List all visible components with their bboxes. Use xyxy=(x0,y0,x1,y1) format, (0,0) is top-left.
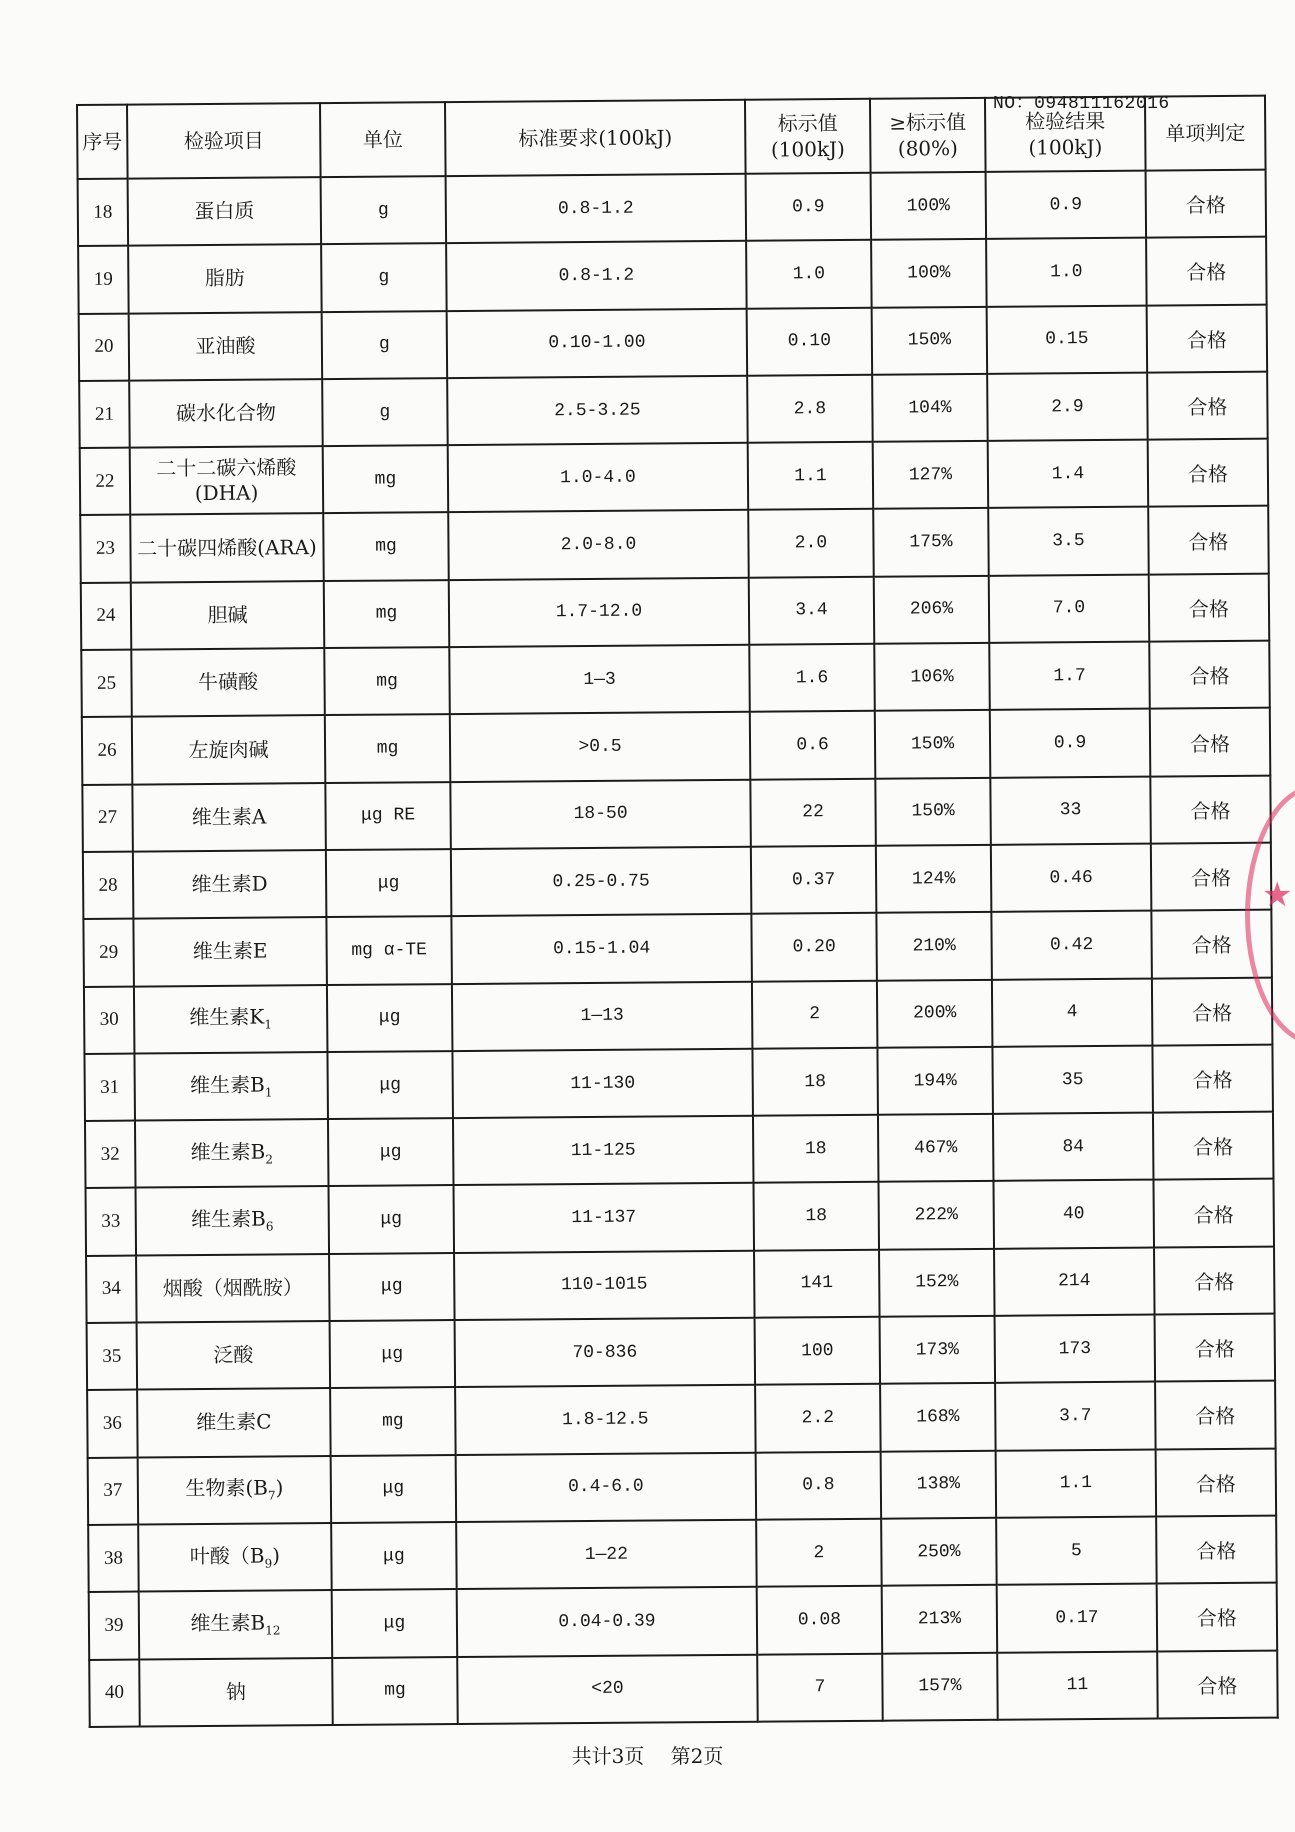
row-item-name: 二十二碳六烯酸 xyxy=(156,455,297,481)
row-percent: 213% xyxy=(882,1585,998,1653)
row-percent: 138% xyxy=(881,1450,997,1518)
row-index: 35 xyxy=(87,1323,138,1391)
table-row xyxy=(83,843,1271,920)
row-result: 0.9 xyxy=(986,171,1147,240)
row-item-subscript: 12 xyxy=(265,1623,281,1638)
row-percent: 100% xyxy=(871,239,987,307)
header-labeled-line1: 标示值 xyxy=(777,111,838,136)
table-row xyxy=(84,977,1272,1054)
row-verdict: 合格 xyxy=(1153,1179,1274,1247)
row-result: 0.46 xyxy=(991,844,1152,913)
header-percent-line2: (80%) xyxy=(897,136,958,161)
row-verdict: 合格 xyxy=(1147,304,1268,372)
row-index: 38 xyxy=(88,1524,139,1592)
row-item xyxy=(132,783,326,852)
row-item-name: 维生素B xyxy=(190,1610,266,1636)
report-number: NO：094811162016 xyxy=(993,94,1170,114)
row-item xyxy=(138,1523,332,1592)
row-percent: 194% xyxy=(877,1047,993,1115)
header-item: 检验项目 xyxy=(127,103,321,179)
row-item-name: 维生素D xyxy=(191,871,268,897)
row-labeled-value: 0.08 xyxy=(757,1586,883,1654)
table-row xyxy=(81,573,1269,650)
footer-current-page: 第2页 xyxy=(670,1744,724,1768)
row-unit: mg xyxy=(325,714,451,782)
row-percent: 150% xyxy=(872,306,988,374)
row-item-name: 钠 xyxy=(225,1679,247,1704)
row-item xyxy=(135,1119,329,1188)
row-standard: 110-1015 xyxy=(454,1250,755,1320)
row-unit: μg xyxy=(332,1589,458,1657)
row-standard: 1.0-4.0 xyxy=(448,443,749,513)
row-unit: μg xyxy=(329,1186,455,1254)
row-index: 30 xyxy=(84,986,135,1054)
table-row xyxy=(79,304,1267,381)
table-row xyxy=(86,1179,1274,1256)
row-labeled-value: 0.8 xyxy=(756,1451,882,1519)
row-index: 25 xyxy=(81,650,132,718)
row-labeled-value: 22 xyxy=(750,778,876,846)
row-standard: 11-130 xyxy=(452,1049,753,1119)
row-standard: >0.5 xyxy=(450,712,751,782)
row-standard: 0.8-1.2 xyxy=(446,174,747,244)
row-verdict: 合格 xyxy=(1150,708,1271,776)
row-percent: 210% xyxy=(876,912,992,980)
row-item-name: 维生素B xyxy=(189,1072,265,1097)
row-verdict: 合格 xyxy=(1149,641,1270,709)
header-percent xyxy=(870,98,986,173)
row-item-name: 二十碳四烯酸(ARA) xyxy=(137,534,317,561)
row-index: 32 xyxy=(85,1121,136,1189)
row-result: 33 xyxy=(990,776,1151,845)
header-result-line1: 检验结果 xyxy=(1025,108,1106,134)
row-item-name: 维生素B xyxy=(190,1139,266,1164)
row-index: 26 xyxy=(82,717,133,785)
row-item-name: 维生素K xyxy=(189,1004,265,1030)
table-body xyxy=(78,170,1278,1727)
row-unit: μg xyxy=(331,1455,457,1523)
table-row xyxy=(82,775,1270,852)
table-header-row xyxy=(77,96,1266,179)
row-result: 11 xyxy=(997,1651,1158,1720)
row-index: 28 xyxy=(83,852,134,920)
row-result: 1.4 xyxy=(988,440,1149,509)
row-unit: mg xyxy=(332,1657,458,1725)
row-verdict: 合格 xyxy=(1150,775,1271,843)
row-unit: mg xyxy=(323,513,449,581)
row-unit: g xyxy=(321,243,447,311)
row-verdict: 合格 xyxy=(1151,910,1272,978)
table-row xyxy=(83,910,1271,987)
table-row xyxy=(86,1246,1274,1323)
row-item-name: 牛磺酸 xyxy=(197,669,259,695)
row-percent: 250% xyxy=(881,1518,997,1586)
row-item-name: 生物素(B xyxy=(185,1475,268,1501)
row-standard: 70-836 xyxy=(455,1318,756,1388)
row-labeled-value: 7 xyxy=(757,1653,883,1721)
row-index: 23 xyxy=(80,515,131,583)
row-item xyxy=(133,850,327,919)
row-index: 37 xyxy=(88,1457,139,1525)
row-percent: 124% xyxy=(876,845,992,913)
row-item xyxy=(139,1590,333,1659)
row-item xyxy=(134,1052,328,1121)
header-labeled-line2: (100kJ) xyxy=(770,136,845,162)
row-index: 18 xyxy=(78,179,129,247)
row-result: 1.0 xyxy=(986,238,1147,307)
row-item xyxy=(136,1254,330,1323)
row-result: 1.1 xyxy=(996,1449,1157,1518)
row-result: 7.0 xyxy=(989,574,1150,643)
row-verdict: 合格 xyxy=(1152,977,1273,1045)
row-index: 27 xyxy=(82,784,133,852)
row-standard: 0.4-6.0 xyxy=(456,1452,757,1522)
row-item-name: 碳水化合物 xyxy=(175,400,277,426)
row-item xyxy=(130,514,324,583)
row-verdict: 合格 xyxy=(1157,1583,1278,1651)
row-standard: 1.8-12.5 xyxy=(455,1385,756,1455)
row-verdict: 合格 xyxy=(1146,237,1267,305)
row-verdict: 合格 xyxy=(1147,372,1268,440)
row-index: 29 xyxy=(83,919,134,987)
row-item-subscript: 2 xyxy=(265,1152,274,1167)
page-footer xyxy=(0,1740,1295,1769)
row-unit: μg xyxy=(327,1051,453,1119)
row-verdict: 合格 xyxy=(1148,439,1269,507)
row-standard: 0.04-0.39 xyxy=(457,1587,758,1657)
row-unit: g xyxy=(322,378,448,446)
row-labeled-value: 18 xyxy=(753,1182,879,1250)
row-standard: 2.0-8.0 xyxy=(448,510,749,580)
row-standard: 1.7-12.0 xyxy=(449,578,750,648)
row-verdict: 合格 xyxy=(1149,573,1270,641)
row-unit: g xyxy=(321,176,447,244)
row-item xyxy=(138,1456,332,1525)
row-result: 0.9 xyxy=(990,709,1151,778)
row-item xyxy=(139,1658,333,1727)
row-unit: mg xyxy=(330,1387,456,1455)
row-standard: 0.25-0.75 xyxy=(451,847,752,917)
header-result-line2: (100kJ) xyxy=(1028,134,1103,160)
row-unit: mg xyxy=(324,580,450,648)
row-verdict: 合格 xyxy=(1152,1044,1273,1112)
table-row xyxy=(89,1583,1277,1660)
row-item-name: 胆碱 xyxy=(207,602,248,627)
row-verdict: 合格 xyxy=(1156,1448,1277,1516)
row-labeled-value: 0.10 xyxy=(747,307,873,375)
header-standard: 标准要求(100kJ) xyxy=(445,100,746,176)
row-result: 214 xyxy=(994,1247,1155,1316)
table-row xyxy=(88,1516,1276,1593)
row-item-name: 泛酸 xyxy=(213,1342,254,1368)
table-row xyxy=(85,1112,1273,1189)
row-verdict: 合格 xyxy=(1154,1246,1275,1314)
row-percent: 152% xyxy=(879,1249,995,1317)
row-standard: 1—13 xyxy=(452,981,753,1051)
row-index: 31 xyxy=(84,1053,135,1121)
row-labeled-value: 18 xyxy=(753,1115,879,1183)
row-verdict: 合格 xyxy=(1157,1650,1278,1718)
row-item xyxy=(128,244,322,313)
row-verdict: 合格 xyxy=(1153,1112,1274,1180)
table-row xyxy=(84,1044,1272,1121)
table-row xyxy=(81,641,1269,718)
row-item-name: 左旋肉碱 xyxy=(188,737,269,762)
row-result: 0.42 xyxy=(991,911,1152,980)
row-result: 3.7 xyxy=(995,1382,1156,1451)
row-item xyxy=(133,917,327,986)
row-standard: 0.8-1.2 xyxy=(446,241,747,311)
row-item-subscript: 1 xyxy=(264,1017,273,1032)
header-verdict: 单项判定 xyxy=(1145,96,1266,171)
row-result: 5 xyxy=(996,1516,1157,1585)
row-item-subscript: 9 xyxy=(264,1556,273,1571)
row-item xyxy=(130,446,324,515)
row-standard: 1—22 xyxy=(456,1520,757,1590)
row-item-name: 维生素B xyxy=(190,1206,266,1232)
row-percent: 106% xyxy=(874,643,990,711)
row-item-name: 脂肪 xyxy=(204,266,245,291)
row-unit: μg RE xyxy=(325,782,451,850)
row-percent: 200% xyxy=(877,979,993,1047)
row-unit: μg xyxy=(328,1118,454,1186)
row-result: 0.15 xyxy=(987,305,1148,374)
row-item-tail: ) xyxy=(275,1475,284,1500)
row-item-name: 维生素A xyxy=(191,804,267,829)
table-row xyxy=(88,1448,1276,1525)
row-labeled-value: 2 xyxy=(756,1519,882,1587)
header-percent-line1: ≥标示值 xyxy=(889,110,967,135)
row-verdict: 合格 xyxy=(1146,170,1267,238)
row-verdict: 合格 xyxy=(1148,506,1269,574)
inspection-table xyxy=(76,95,1279,1728)
row-standard: 0.10-1.00 xyxy=(447,308,748,378)
table-row xyxy=(78,237,1266,314)
row-item xyxy=(132,715,326,784)
row-index: 36 xyxy=(87,1390,138,1458)
row-index: 19 xyxy=(78,246,129,314)
row-item-name: 亚油酸 xyxy=(195,333,256,358)
row-percent: 127% xyxy=(873,441,989,509)
row-item xyxy=(134,985,328,1054)
row-index: 22 xyxy=(80,448,131,516)
row-percent: 173% xyxy=(880,1316,996,1384)
table-row xyxy=(80,506,1268,583)
row-labeled-value: 2.0 xyxy=(748,509,874,577)
row-item-name: 维生素C xyxy=(196,1409,272,1435)
row-unit: g xyxy=(322,311,448,379)
row-result: 2.9 xyxy=(987,372,1148,441)
row-verdict: 合格 xyxy=(1151,843,1272,911)
row-index: 34 xyxy=(86,1255,137,1323)
header-labeled-value xyxy=(745,99,871,174)
row-labeled-value: 18 xyxy=(752,1048,878,1116)
row-unit: μg xyxy=(327,984,453,1052)
table-row xyxy=(78,170,1266,247)
row-result: 84 xyxy=(993,1113,1154,1182)
row-verdict: 合格 xyxy=(1156,1516,1277,1584)
seal-star-icon: ★ xyxy=(1262,875,1293,915)
row-verdict: 合格 xyxy=(1155,1314,1276,1382)
row-index: 21 xyxy=(79,380,130,448)
row-result: 4 xyxy=(992,978,1153,1047)
row-percent: 222% xyxy=(878,1181,994,1249)
row-item-name: 蛋白质 xyxy=(194,198,255,224)
row-unit: mg xyxy=(323,445,449,513)
row-labeled-value: 2 xyxy=(752,980,878,1048)
row-labeled-value: 1.6 xyxy=(749,644,875,712)
row-index: 39 xyxy=(89,1592,140,1660)
header-result xyxy=(985,97,1146,172)
table-row xyxy=(82,708,1270,785)
row-result: 1.7 xyxy=(989,642,1150,711)
row-unit: mg xyxy=(324,647,450,715)
row-standard: 0.15-1.04 xyxy=(451,914,752,984)
row-item xyxy=(129,379,323,448)
table-row xyxy=(79,372,1267,449)
row-percent: 157% xyxy=(882,1652,998,1720)
row-verdict: 合格 xyxy=(1155,1381,1276,1449)
row-item xyxy=(129,312,323,381)
row-percent: 175% xyxy=(873,508,989,576)
row-labeled-value: 141 xyxy=(754,1249,880,1317)
row-labeled-value: 0.37 xyxy=(751,846,877,914)
row-standard: 1—3 xyxy=(449,645,750,715)
row-standard: 11-137 xyxy=(454,1183,755,1253)
row-labeled-value: 0.6 xyxy=(750,711,876,779)
row-unit: μg xyxy=(330,1320,456,1388)
row-percent: 100% xyxy=(871,172,987,240)
inspection-table-container xyxy=(76,95,1277,1722)
row-item-tail: ) xyxy=(272,1543,281,1568)
row-labeled-value: 100 xyxy=(755,1317,881,1385)
row-percent: 467% xyxy=(878,1114,994,1182)
header-unit: 单位 xyxy=(320,102,446,177)
row-item-subscript: 6 xyxy=(265,1219,274,1234)
row-standard: 18-50 xyxy=(450,779,751,849)
row-result: 0.17 xyxy=(997,1584,1158,1653)
row-item xyxy=(128,177,322,246)
row-labeled-value: 0.20 xyxy=(751,913,877,981)
row-item-abbrev: (DHA) xyxy=(194,480,259,505)
row-result: 35 xyxy=(992,1045,1153,1114)
row-index: 33 xyxy=(86,1188,137,1256)
row-labeled-value: 2.8 xyxy=(747,375,873,443)
row-item-subscript: 1 xyxy=(264,1084,273,1100)
row-index: 24 xyxy=(81,582,132,650)
row-index: 40 xyxy=(89,1659,140,1727)
row-index: 20 xyxy=(79,313,130,381)
row-labeled-value: 1.0 xyxy=(746,240,872,308)
row-percent: 206% xyxy=(874,576,990,644)
row-labeled-value: 1.1 xyxy=(748,442,874,510)
table-row xyxy=(80,439,1268,516)
header-index: 序号 xyxy=(77,105,128,179)
row-item-name: 烟酸（烟酰胺） xyxy=(162,1275,303,1301)
row-item xyxy=(137,1388,331,1457)
row-unit: mg α-TE xyxy=(326,916,452,984)
row-result: 3.5 xyxy=(988,507,1149,576)
row-standard: <20 xyxy=(457,1654,758,1724)
row-item-name: 叶酸（B xyxy=(189,1543,265,1568)
row-result: 173 xyxy=(995,1315,1156,1384)
row-percent: 168% xyxy=(880,1383,996,1451)
row-labeled-value: 2.2 xyxy=(755,1384,881,1452)
row-item xyxy=(137,1321,331,1390)
row-labeled-value: 3.4 xyxy=(749,577,875,645)
row-percent: 150% xyxy=(875,710,991,778)
row-percent: 150% xyxy=(875,778,991,846)
row-result: 40 xyxy=(993,1180,1154,1249)
row-item xyxy=(136,1187,330,1256)
row-item-name: 维生素E xyxy=(192,938,268,964)
table-row xyxy=(87,1381,1275,1458)
table-row xyxy=(89,1650,1277,1727)
row-item xyxy=(131,581,325,650)
table-row xyxy=(87,1314,1275,1391)
row-unit: μg xyxy=(329,1253,455,1321)
row-unit: μg xyxy=(326,849,452,917)
row-standard: 2.5-3.25 xyxy=(447,376,748,446)
row-item xyxy=(131,648,325,717)
row-item-subscript: 7 xyxy=(267,1488,276,1503)
row-standard: 11-125 xyxy=(453,1116,754,1186)
footer-total-pages: 共计3页 xyxy=(571,1744,645,1768)
row-labeled-value: 0.9 xyxy=(746,173,872,241)
row-unit: μg xyxy=(331,1522,457,1590)
row-percent: 104% xyxy=(872,374,988,442)
